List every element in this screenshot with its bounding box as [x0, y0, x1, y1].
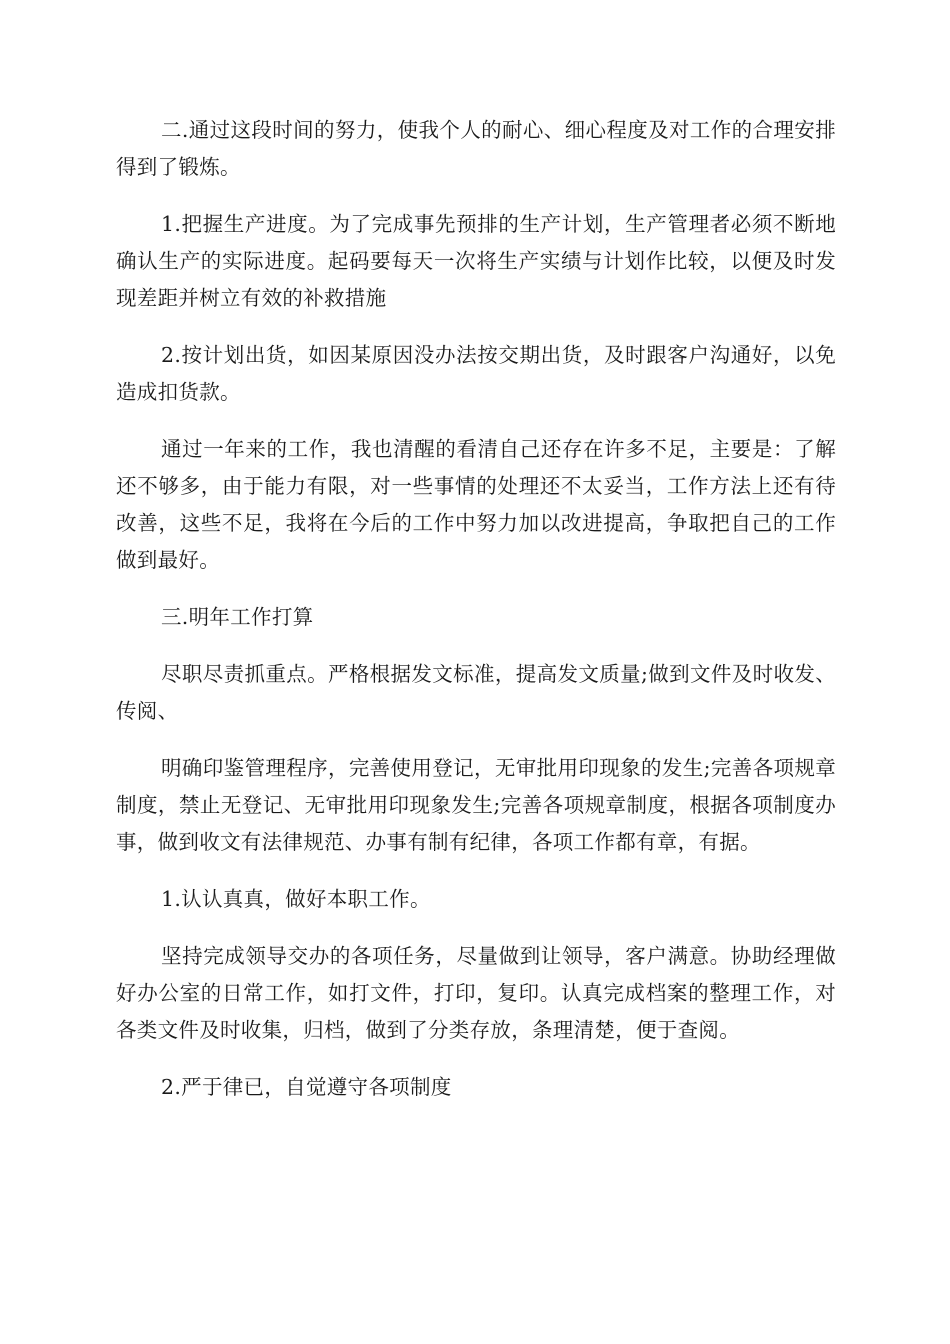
paragraph: 尽职尽责抓重点。严格根据发文标准，提高发文质量;做到文件及时收发、传阅、	[116, 662, 836, 723]
paragraph: 二.通过这段时间的努力，使我个人的耐心、细心程度及对工作的合理安排得到了锻炼。	[116, 118, 836, 179]
paragraph: 明确印鉴管理程序，完善使用登记，无审批用印现象的发生;完善各项规章制度，禁止无登记、无审批用印现象发生;完善各项规章制度，根据各项制度办事，做到收文有法律规范、办事有制有纪律，各项工作都有章，有据。	[116, 756, 836, 854]
paragraph: 2.按计划出货，如因某原因没办法按交期出货，及时跟客户沟通好，以免造成扣货款。	[116, 343, 836, 404]
paragraph: 2.严于律已，自觉遵守各项制度	[161, 1075, 452, 1099]
paragraph: 坚持完成领导交办的各项任务，尽量做到让领导，客户满意。协助经理做好办公室的日常工作，如打文件，打印，复印。认真完成档案的整理工作，对各类文件及时收集，归档，做到了分类存放，条理清楚，便于查阅。	[116, 944, 836, 1042]
section-heading: 三.明年工作打算	[161, 605, 314, 629]
paragraph: 通过一年来的工作，我也清醒的看清自己还存在许多不足，主要是：了解还不够多，由于能力有限，对一些事情的处理还不太妥当，工作方法上还有待改善，这些不足，我将在今后的工作中努力加以改进提高，争取把自己的工作做到最好。	[116, 437, 836, 572]
paragraph: 1.认认真真，做好本职工作。	[161, 887, 431, 911]
document-body	[116, 112, 836, 1126]
paragraph: 1.把握生产进度。为了完成事先预排的生产计划，生产管理者必须不断地确认生产的实际进度。起码要每天一次将生产实绩与计划作比较，以便及时发现差距并树立有效的补救措施	[116, 212, 836, 310]
